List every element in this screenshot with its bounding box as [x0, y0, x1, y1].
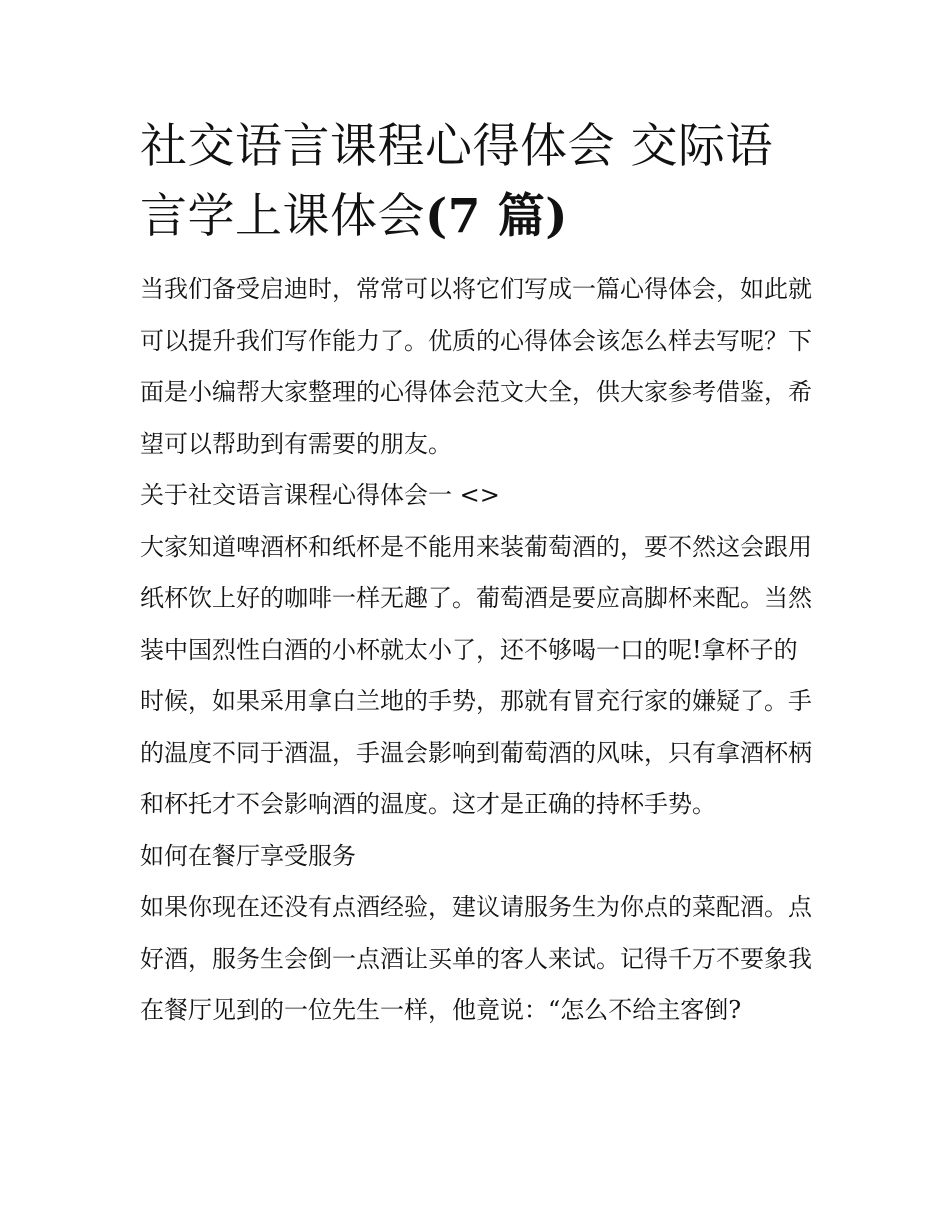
- section-2-heading: 如何在餐厅享受服务: [140, 841, 356, 870]
- intro-paragraph: 当我们备受启迪时，常常可以将它们写成一篇心得体会，如此就可以提升我们写作能力了。优质的心得体会该怎么样去写呢？下面是小编帮大家整理的心得体会范文大全，供大家参考借鉴，希望可以帮助到有需要的朋友。: [140, 275, 812, 458]
- document-page: [140, 112, 812, 1037]
- section-1-heading: 关于社交语言课程心得体会一 <>: [140, 481, 500, 509]
- section-1-paragraph: 大家知道啤酒杯和纸杯是不能用来装葡萄酒的，要不然这会跟用纸杯饮上好的咖啡一样无趣了。葡萄酒是要应高脚杯来配。当然装中国烈性白酒的小杯就太小了，还不够喝一口的呢!拿杯子的时候，如果采用拿白兰地的手势，那就有冒充行家的嫌疑了。手的温度不同于酒温，手温会影响到葡萄酒的风味，只有拿酒杯柄和杯托才不会影响酒的温度。这才是正确的持杯手势。: [140, 532, 812, 818]
- document-title: [140, 112, 812, 252]
- title-line-1: 社交语言课程心得体会 交际语: [140, 119, 773, 174]
- section-2-paragraph: 如果你现在还没有点酒经验，建议请服务生为你点的菜配酒。点好酒，服务生会倒一点酒让买单的客人来试。记得千万不要象我在餐厅见到的一位先生一样，他竟说：“怎么不给主客倒?: [140, 893, 812, 1024]
- title-line-2-suffix: (7 篇): [425, 189, 569, 244]
- title-line-2: [140, 182, 812, 252]
- title-line-2-prefix: 言学上课体会: [140, 189, 425, 244]
